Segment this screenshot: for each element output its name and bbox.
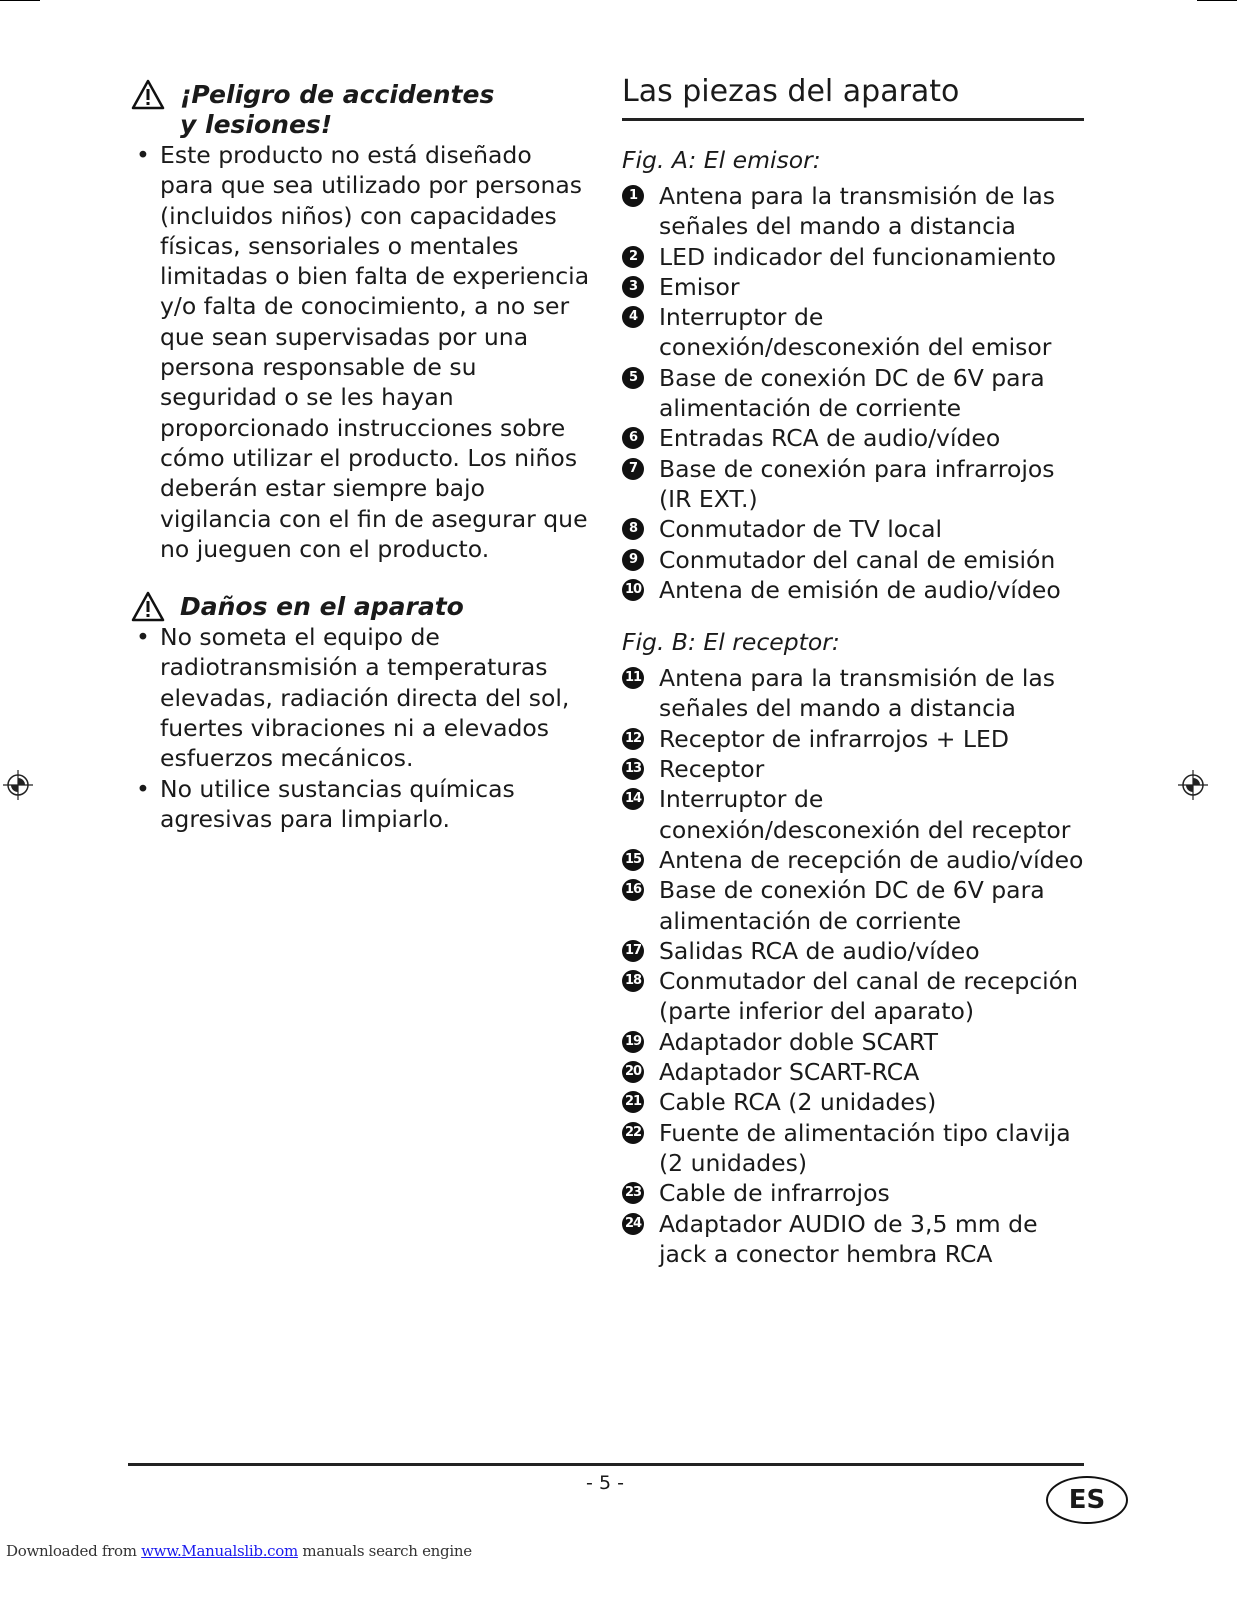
- part-item: [622, 966, 1084, 1027]
- part-number-badge: 8: [622, 518, 644, 540]
- part-number-badge: 2: [622, 246, 644, 268]
- part-label: Conmutador del canal de recepción (parte inferior del aparato): [659, 967, 1078, 1026]
- warning-triangle-icon: [130, 78, 166, 112]
- warning-list-injury: [130, 140, 590, 564]
- warning-heading-damage: [130, 592, 590, 622]
- part-number-badge: 17: [622, 940, 644, 962]
- part-number-badge: 9: [622, 549, 644, 571]
- part-label: Cable RCA (2 unidades): [659, 1088, 937, 1117]
- part-item: [622, 302, 1084, 363]
- part-number-badge: 3: [622, 276, 644, 298]
- warning-heading-injury: [130, 80, 590, 140]
- part-item: [622, 754, 1084, 784]
- part-label: Adaptador SCART-RCA: [659, 1058, 920, 1087]
- part-label: Antena para la transmisión de las señales del mando a distancia: [659, 182, 1056, 241]
- part-number-badge: 7: [622, 458, 644, 480]
- part-item: [622, 242, 1084, 272]
- part-number-badge: 16: [622, 879, 644, 901]
- part-number-badge: 1: [622, 185, 644, 207]
- part-number-badge: 10: [622, 579, 644, 601]
- download-prefix: Downloaded from: [6, 1542, 142, 1560]
- part-item: [622, 663, 1084, 724]
- part-item: [622, 454, 1084, 515]
- part-label: Receptor de infrarrojos + LED: [659, 724, 1009, 753]
- list-item: • No utilice sustancias químicas agresivas para limpiarlo.: [136, 774, 515, 833]
- part-label: Cable de infrarrojos: [659, 1179, 890, 1208]
- part-label: Receptor: [659, 755, 765, 784]
- footer-divider: [128, 1463, 1084, 1466]
- part-item: [622, 1209, 1084, 1270]
- parts-list-emitter: [622, 181, 1084, 605]
- download-note: [6, 1542, 472, 1560]
- part-label: Fuente de alimentación tipo clavija (2 unidades): [659, 1118, 1071, 1177]
- part-number-badge: 21: [622, 1091, 644, 1113]
- figure-caption-b: Fig. B: El receptor:: [622, 628, 840, 657]
- part-item: [622, 1057, 1084, 1087]
- part-number-badge: 6: [622, 427, 644, 449]
- part-label: Base de conexión DC de 6V para alimentación de corriente: [659, 876, 1045, 935]
- warning-list-damage: [130, 622, 590, 834]
- part-label: Emisor: [659, 272, 740, 301]
- crop-mark: [1197, 0, 1237, 1]
- part-label: Interruptor de conexión/desconexión del emisor: [659, 303, 1052, 362]
- part-number-badge: 14: [622, 788, 644, 810]
- warning-triangle-icon: [130, 590, 166, 624]
- part-item: [622, 936, 1084, 966]
- part-label: Antena de emisión de audio/vídeo: [659, 575, 1061, 604]
- part-label: Base de conexión para infrarrojos (IR EXT.): [659, 454, 1055, 513]
- part-item: [622, 272, 1084, 302]
- part-number-badge: 19: [622, 1031, 644, 1053]
- language-badge: ES: [1046, 1476, 1128, 1524]
- parts-list-receiver: [622, 663, 1084, 1269]
- part-label: Adaptador AUDIO de 3,5 mm de jack a conector hembra RCA: [659, 1209, 1038, 1268]
- part-item: [622, 363, 1084, 424]
- part-item: [622, 724, 1084, 754]
- part-number-badge: 23: [622, 1182, 644, 1204]
- part-item: [622, 181, 1084, 242]
- part-number-badge: 24: [622, 1213, 644, 1235]
- part-item: [622, 875, 1084, 936]
- warning-title-line2: y lesiones!: [180, 110, 333, 139]
- list-item: • No someta el equipo de radiotransmisión a temperaturas elevadas, radiación directa del sol, fuertes vibraciones ni a elevados esfuerzos mecánicos.: [136, 623, 570, 773]
- part-label: Adaptador doble SCART: [659, 1027, 938, 1056]
- part-number-badge: 22: [622, 1122, 644, 1144]
- warning-title-line1: ¡Peligro de accidentes: [180, 80, 495, 109]
- part-number-badge: 4: [622, 306, 644, 328]
- part-number-badge: 18: [622, 970, 644, 992]
- part-item: [622, 1118, 1084, 1179]
- crop-mark: [0, 0, 40, 1]
- part-item: [622, 784, 1084, 845]
- part-label: Conmutador de TV local: [659, 515, 943, 544]
- download-suffix: manuals search engine: [297, 1542, 472, 1560]
- part-item: [622, 514, 1084, 544]
- section-title: Las piezas del aparato: [622, 72, 1084, 121]
- part-item: [622, 575, 1084, 605]
- manualslib-link[interactable]: www.Manualslib.com: [141, 1542, 298, 1560]
- part-number-badge: 5: [622, 367, 644, 389]
- part-item: [622, 423, 1084, 453]
- part-label: Salidas RCA de audio/vídeo: [659, 936, 980, 965]
- part-label: Entradas RCA de audio/vídeo: [659, 424, 1001, 453]
- part-number-badge: 15: [622, 849, 644, 871]
- part-number-badge: 11: [622, 667, 644, 689]
- part-item: [622, 1087, 1084, 1117]
- left-column: [130, 80, 590, 834]
- registration-mark-icon: [3, 770, 33, 800]
- part-label: LED indicador del funcionamiento: [659, 242, 1057, 271]
- part-number-badge: 13: [622, 758, 644, 780]
- part-item: [622, 845, 1084, 875]
- registration-mark-icon: [1178, 770, 1208, 800]
- part-number-badge: 12: [622, 728, 644, 750]
- part-label: Antena para la transmisión de las señales del mando a distancia: [659, 664, 1056, 723]
- part-label: Base de conexión DC de 6V para alimentación de corriente: [659, 363, 1045, 423]
- figure-caption-a: Fig. A: El emisor:: [622, 146, 821, 174]
- part-item: [622, 545, 1084, 575]
- part-label: Interruptor de conexión/desconexión del receptor: [659, 785, 1071, 844]
- right-column: [622, 72, 1084, 1269]
- part-label: Conmutador del canal de emisión: [659, 545, 1056, 574]
- part-item: [622, 1027, 1084, 1057]
- list-item: • Este producto no está diseñado para que sea utilizado por personas (incluidos niños) con capacidades físicas, sensoriales o mentales limitadas o bien falta de experiencia y/o falta de conocimiento, a no ser que sean supervisadas por una persona responsable de su seguridad o se les hayan proporcionado instrucciones sobre cómo utilizar el producto. Los niños deberán estar siempre bajo vigilancia con el fin de asegurar que no jueguen con el producto.: [136, 141, 590, 563]
- page-number: - 5 -: [586, 1472, 624, 1494]
- part-label: Antena de recepción de audio/vídeo: [659, 845, 1084, 874]
- warning-title: Daños en el aparato: [180, 592, 464, 622]
- part-number-badge: 20: [622, 1061, 644, 1083]
- part-item: [622, 1178, 1084, 1208]
